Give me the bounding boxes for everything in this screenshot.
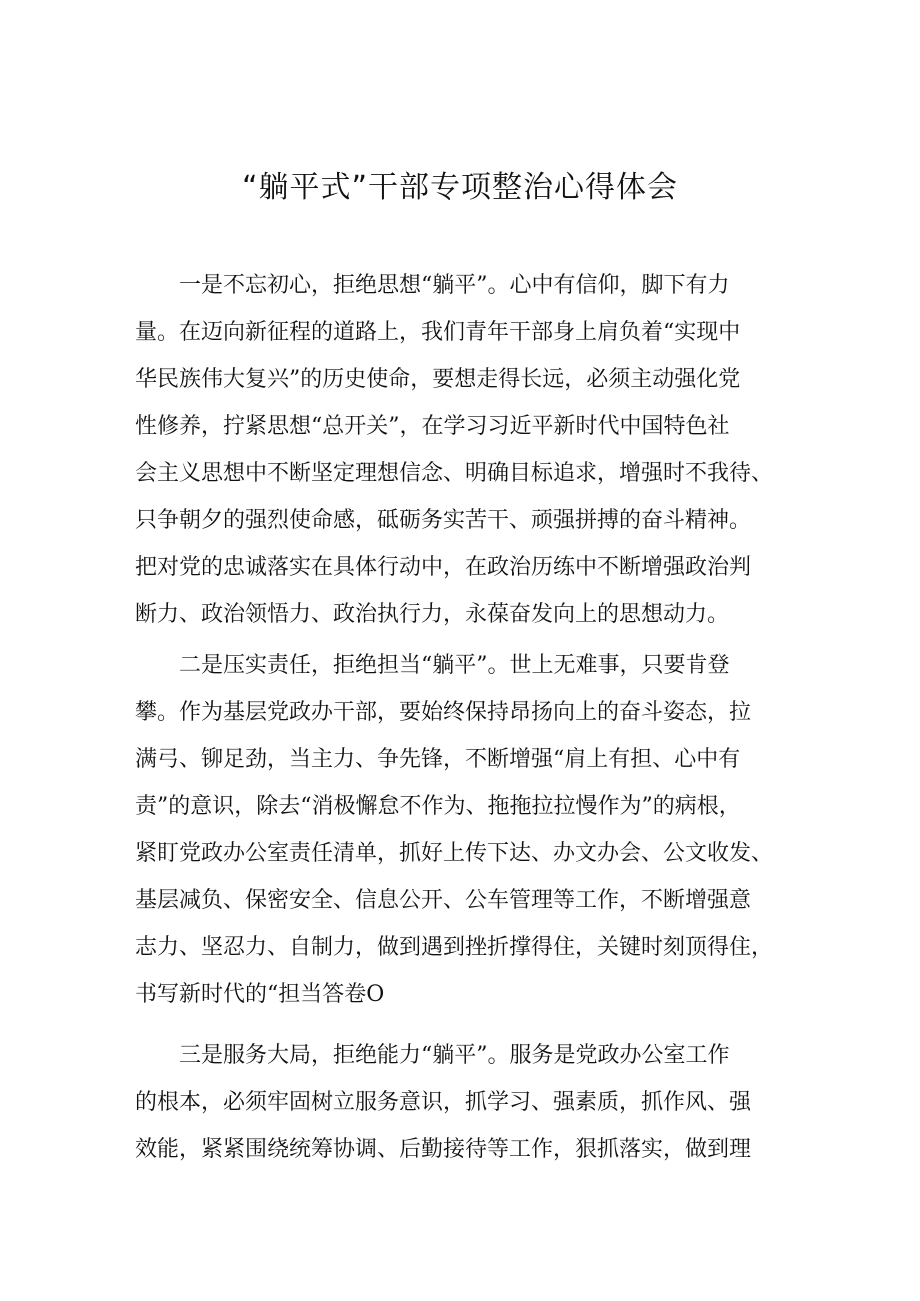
paragraph-1-line-1: 一是不忘初心，拒绝思想“躺平”。心中有信仰，脚下有力	[179, 273, 730, 298]
paragraph-1-line-5: 会主义思想中不断坚定理想信念、明确目标追求，增强时不我待、	[135, 461, 774, 486]
paragraph-1-line-3: 华民族伟大复兴”的历史使命，要想走得长远，必须主动强化党	[135, 367, 741, 392]
paragraph-3-line-1: 三是服务大局，拒绝能力“躺平”。服务是党政办公室工作	[179, 1043, 730, 1068]
paragraph-2-line-6: 基层减负、保密安全、信息公开、公车管理等工作，不断增强意	[135, 888, 752, 913]
paragraph-3-line-3: 效能，紧紧围绕统筹协调、后勤接待等工作，狠抓落实，做到理	[135, 1137, 752, 1162]
paragraph-1-line-6: 只争朝夕的强烈使命感，砥砺务实苦干、顽强拼搏的奋斗精神。	[135, 508, 752, 533]
paragraph-1-line-7: 把对党的忠诚落实在具体行动中，在政治历练中不断增强政治判	[135, 555, 752, 580]
paragraph-2-line-8: 书写新时代的“担当答卷O	[135, 982, 385, 1007]
paragraph-3-line-2: 的根本，必须牢固树立服务意识，抓学习、强素质，抓作风、强	[135, 1090, 752, 1115]
paragraph-1-line-2: 量。在迈向新征程的道路上，我们青年干部身上肩负着“实现中	[135, 320, 741, 345]
paragraph-2-line-5: 紧盯党政办公室责任清单，抓好上传下达、办文办会、公文收发、	[135, 841, 774, 866]
paragraph-2	[135, 642, 790, 1018]
paragraph-1	[135, 262, 790, 638]
paragraph-2-line-3: 满弓、铆足劲，当主力、争先锋，不断增强“肩上有担、心中有	[135, 747, 741, 772]
paragraph-1-line-4: 性修养，拧紧思想“总开关”，在学习习近平新时代中国特色社	[135, 414, 730, 439]
document-title: “躺平式”干部专项整治心得体会	[241, 170, 679, 205]
paragraph-2-line-4: 责”的意识，除去“消极懈怠不作为、拖拖拉拉慢作为”的病根，	[135, 794, 741, 819]
paragraph-2-line-2: 攀。作为基层党政办干部，要始终保持昂扬向上的奋斗姿态，拉	[135, 700, 752, 725]
paragraph-2-line-7: 志力、坚忍力、自制力，做到遇到挫折撑得住，关键时刻顶得住，	[135, 935, 774, 960]
paragraph-3	[135, 1032, 790, 1173]
paragraph-2-line-1: 二是压实责任，拒绝担当“躺平”。世上无难事，只要肯登	[179, 653, 730, 678]
paragraph-1-line-8: 断力、政治领悟力、政治执行力，永葆奋发向上的思想动力。	[135, 602, 730, 627]
